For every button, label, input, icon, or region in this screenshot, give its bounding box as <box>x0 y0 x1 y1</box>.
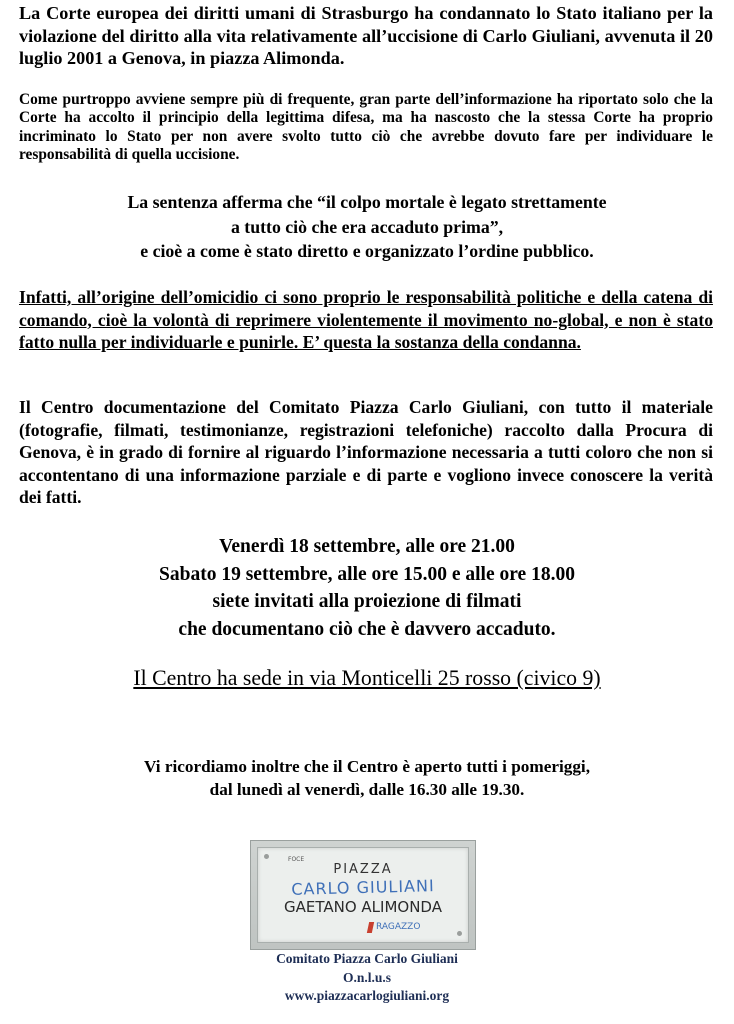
sign-original-name: GAETANO ALIMONDA <box>284 898 442 916</box>
organization-footer <box>0 950 734 1006</box>
event-description: che documentano ciò che è davvero accaduto. <box>178 618 556 640</box>
hours-line-1: Vi ricordiamo inoltre che il Centro è aperto tutti i pomeriggi, <box>144 757 590 776</box>
sentence-line-2: a tutto ciò che era accaduto prima”, <box>230 216 504 237</box>
screw-icon <box>264 854 269 859</box>
sign-handwritten-ragazzo: RAGAZZO <box>376 922 421 932</box>
street-sign-photo <box>250 840 476 950</box>
organization-website: www.piazzacarlogiuliani.org <box>284 988 450 1003</box>
intro-paragraph: La Corte europea dei diritti umani di Strasburgo ha condannato lo Stato italiano per la violazione del diritto alla vita relativamente all’uccisione di Carlo Giuliani, avvenuta il 20 luglio 2001 a Genova, in piazza Alimonda. <box>19 3 713 68</box>
sentence-line-3: e cioè a come è stato diretto e organizzato l’ordine pubblico. <box>140 241 594 261</box>
sentence-quote <box>0 190 734 264</box>
events-announcement <box>0 533 734 643</box>
origin-paragraph: Infatti, all’origine dell’omicidio ci sono proprio le responsabilità politiche e della catena di comando, cioè la volontà di reprimere violentemente il movimento no-global, e non è stato fatto nulla per individuarle e punirle. E’ questa la sostanza della condanna. <box>19 287 713 352</box>
address-line: Il Centro ha sede in via Monticelli 25 rosso (civico 9) <box>133 666 601 690</box>
event-saturday: Sabato 19 settembre, alle ore 15.00 e alle ore 18.00 <box>159 563 575 585</box>
organization-name: Comitato Piazza Carlo Giuliani <box>276 951 458 966</box>
event-friday: Venerdì 18 settembre, alle ore 21.00 <box>219 536 515 557</box>
event-invite: siete invitati alla proiezione di filmati <box>212 591 522 613</box>
sign-red-mark <box>367 922 374 933</box>
information-paragraph: Come purtroppo avviene sempre più di frequente, gran parte dell’informazione ha riportato solo che la Corte ha accolto il principio della legittima difesa, ma ha nascosto che la stessa Corte ha proprio incriminato lo Stato per non avere svolto tutto ciò che avrebbe dovuto fare per individuare le responsabilità di quella uccisione. <box>19 91 713 163</box>
screw-icon <box>457 931 462 936</box>
hours-line-2: dal lunedì al venerdì, dalle 16.30 alle 19.30. <box>209 780 525 799</box>
organization-type: O.n.l.u.s <box>342 969 392 985</box>
opening-hours <box>0 755 734 801</box>
sign-piazza: PIAZZA <box>333 862 393 877</box>
centro-paragraph: Il Centro documentazione del Comitato Piazza Carlo Giuliani, con tutto il materiale (fotografie, filmati, testimonianze, registrazioni telefoniche) raccolto dalla Procura di Genova, è in grado di fornire al riguardo l’informazione necessaria a tutti coloro che non si accontentano di una informazione parziale e di parte e vogliono invece conoscere la verità dei fatti. <box>19 397 713 507</box>
sign-district: FOCE <box>288 856 305 863</box>
street-sign-plate <box>257 847 469 943</box>
sign-handwritten-name: CARLO GIULIANI <box>291 876 435 899</box>
sentence-line-1: La sentenza afferma che “il colpo mortale è legato strettamente <box>127 192 607 212</box>
